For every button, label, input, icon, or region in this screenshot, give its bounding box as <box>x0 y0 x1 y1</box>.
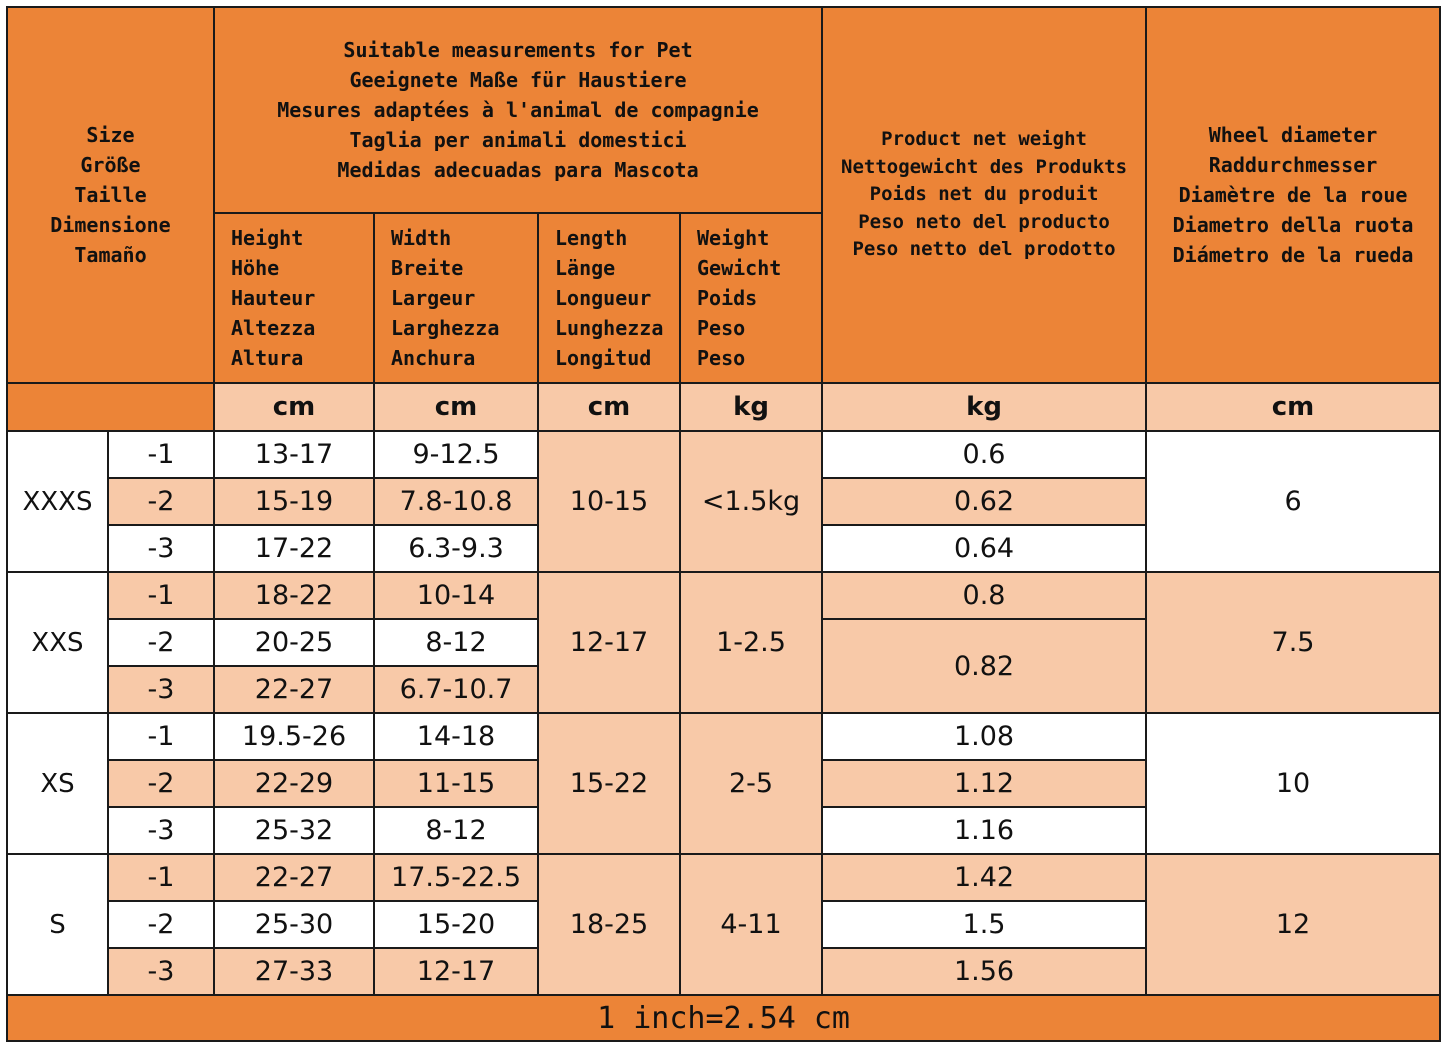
size-label-xxs: XXS <box>7 572 108 713</box>
sub-size: -2 <box>108 619 214 666</box>
width-value: 17.5-22.5 <box>374 854 538 901</box>
sub-size: -1 <box>108 572 214 619</box>
net-weight-unit: kg <box>822 383 1146 431</box>
length-value: 10-15 <box>538 431 680 572</box>
width-value: 10-14 <box>374 572 538 619</box>
sub-size: -3 <box>108 807 214 854</box>
header-row-1 <box>7 7 1440 213</box>
sub-size: -3 <box>108 948 214 995</box>
units-spacer <box>7 383 214 431</box>
sub-size: -3 <box>108 525 214 572</box>
height-value: 22-27 <box>214 854 374 901</box>
wheel-value: 7.5 <box>1146 572 1440 713</box>
weight-unit: kg <box>680 383 822 431</box>
width-value: 8-12 <box>374 807 538 854</box>
height-value: 25-32 <box>214 807 374 854</box>
height-value: 18-22 <box>214 572 374 619</box>
wheel-value: 10 <box>1146 713 1440 854</box>
height-value: 17-22 <box>214 525 374 572</box>
net-weight-value: 1.12 <box>822 760 1146 807</box>
net-weight-value: 1.16 <box>822 807 1146 854</box>
net-weight-value: 1.08 <box>822 713 1146 760</box>
width-value: 7.8-10.8 <box>374 478 538 525</box>
sub-size: -1 <box>108 854 214 901</box>
height-value: 22-29 <box>214 760 374 807</box>
width-value: 15-20 <box>374 901 538 948</box>
weight-value: <1.5kg <box>680 431 822 572</box>
net-weight-value: 0.62 <box>822 478 1146 525</box>
length-value: 15-22 <box>538 713 680 854</box>
sub-size: -2 <box>108 901 214 948</box>
height-header: Height Höhe Hauteur Altezza Altura <box>214 213 374 383</box>
width-value: 12-17 <box>374 948 538 995</box>
net-weight-value: 0.64 <box>822 525 1146 572</box>
net-weight-header: Product net weight Nettogewicht des Produkts Poids net du produit Peso neto del producto Peso netto del prodotto <box>822 7 1146 383</box>
table-row <box>7 854 1440 901</box>
units-row <box>7 383 1440 431</box>
length-value: 18-25 <box>538 854 680 995</box>
size-chart <box>6 6 1439 1037</box>
wheel-value: 6 <box>1146 431 1440 572</box>
net-weight-value: 1.42 <box>822 854 1146 901</box>
net-weight-value: 1.56 <box>822 948 1146 995</box>
net-weight-value: 0.8 <box>822 572 1146 619</box>
height-value: 15-19 <box>214 478 374 525</box>
height-value: 25-30 <box>214 901 374 948</box>
table-row <box>7 572 1440 619</box>
width-value: 6.7-10.7 <box>374 666 538 713</box>
length-unit: cm <box>538 383 680 431</box>
width-value: 6.3-9.3 <box>374 525 538 572</box>
length-value: 12-17 <box>538 572 680 713</box>
weight-value: 4-11 <box>680 854 822 995</box>
height-value: 22-27 <box>214 666 374 713</box>
net-weight-value: 0.82 <box>822 619 1146 713</box>
size-label-xs: XS <box>7 713 108 854</box>
sub-size: -3 <box>108 666 214 713</box>
height-value: 19.5-26 <box>214 713 374 760</box>
sub-size: -2 <box>108 760 214 807</box>
net-weight-value: 0.6 <box>822 431 1146 478</box>
width-value: 9-12.5 <box>374 431 538 478</box>
wheel-value: 12 <box>1146 854 1440 995</box>
width-value: 8-12 <box>374 619 538 666</box>
weight-value: 1-2.5 <box>680 572 822 713</box>
table-row <box>7 431 1440 478</box>
sub-size: -1 <box>108 431 214 478</box>
size-label-xxxs: XXXS <box>7 431 108 572</box>
height-unit: cm <box>214 383 374 431</box>
size-header: Size Größe Taille Dimensione Tamaño <box>7 7 214 383</box>
footer-row <box>7 995 1440 1041</box>
height-value: 13-17 <box>214 431 374 478</box>
width-value: 14-18 <box>374 713 538 760</box>
width-unit: cm <box>374 383 538 431</box>
weight-header: Weight Gewicht Poids Peso Peso <box>680 213 822 383</box>
sub-size: -1 <box>108 713 214 760</box>
wheel-diameter-header: Wheel diameter Raddurchmesser Diamètre de la roue Diametro della ruota Diámetro de la rueda <box>1146 7 1440 383</box>
sub-size: -2 <box>108 478 214 525</box>
table-row <box>7 713 1440 760</box>
length-header: Length Länge Longueur Lunghezza Longitud <box>538 213 680 383</box>
height-value: 20-25 <box>214 619 374 666</box>
net-weight-value: 1.5 <box>822 901 1146 948</box>
size-label-s: S <box>7 854 108 995</box>
weight-value: 2-5 <box>680 713 822 854</box>
width-value: 11-15 <box>374 760 538 807</box>
wheel-unit: cm <box>1146 383 1440 431</box>
width-header: Width Breite Largeur Larghezza Anchura <box>374 213 538 383</box>
inch-conversion-note: 1 inch=2.54 cm <box>7 995 1440 1041</box>
size-table <box>6 6 1441 1042</box>
height-value: 27-33 <box>214 948 374 995</box>
suitable-measurements-header: Suitable measurements for Pet Geeignete Maße für Haustiere Mesures adaptées à l'animal de compagnie Taglia per animali domestici Medidas adecuadas para Mascota <box>214 7 822 213</box>
